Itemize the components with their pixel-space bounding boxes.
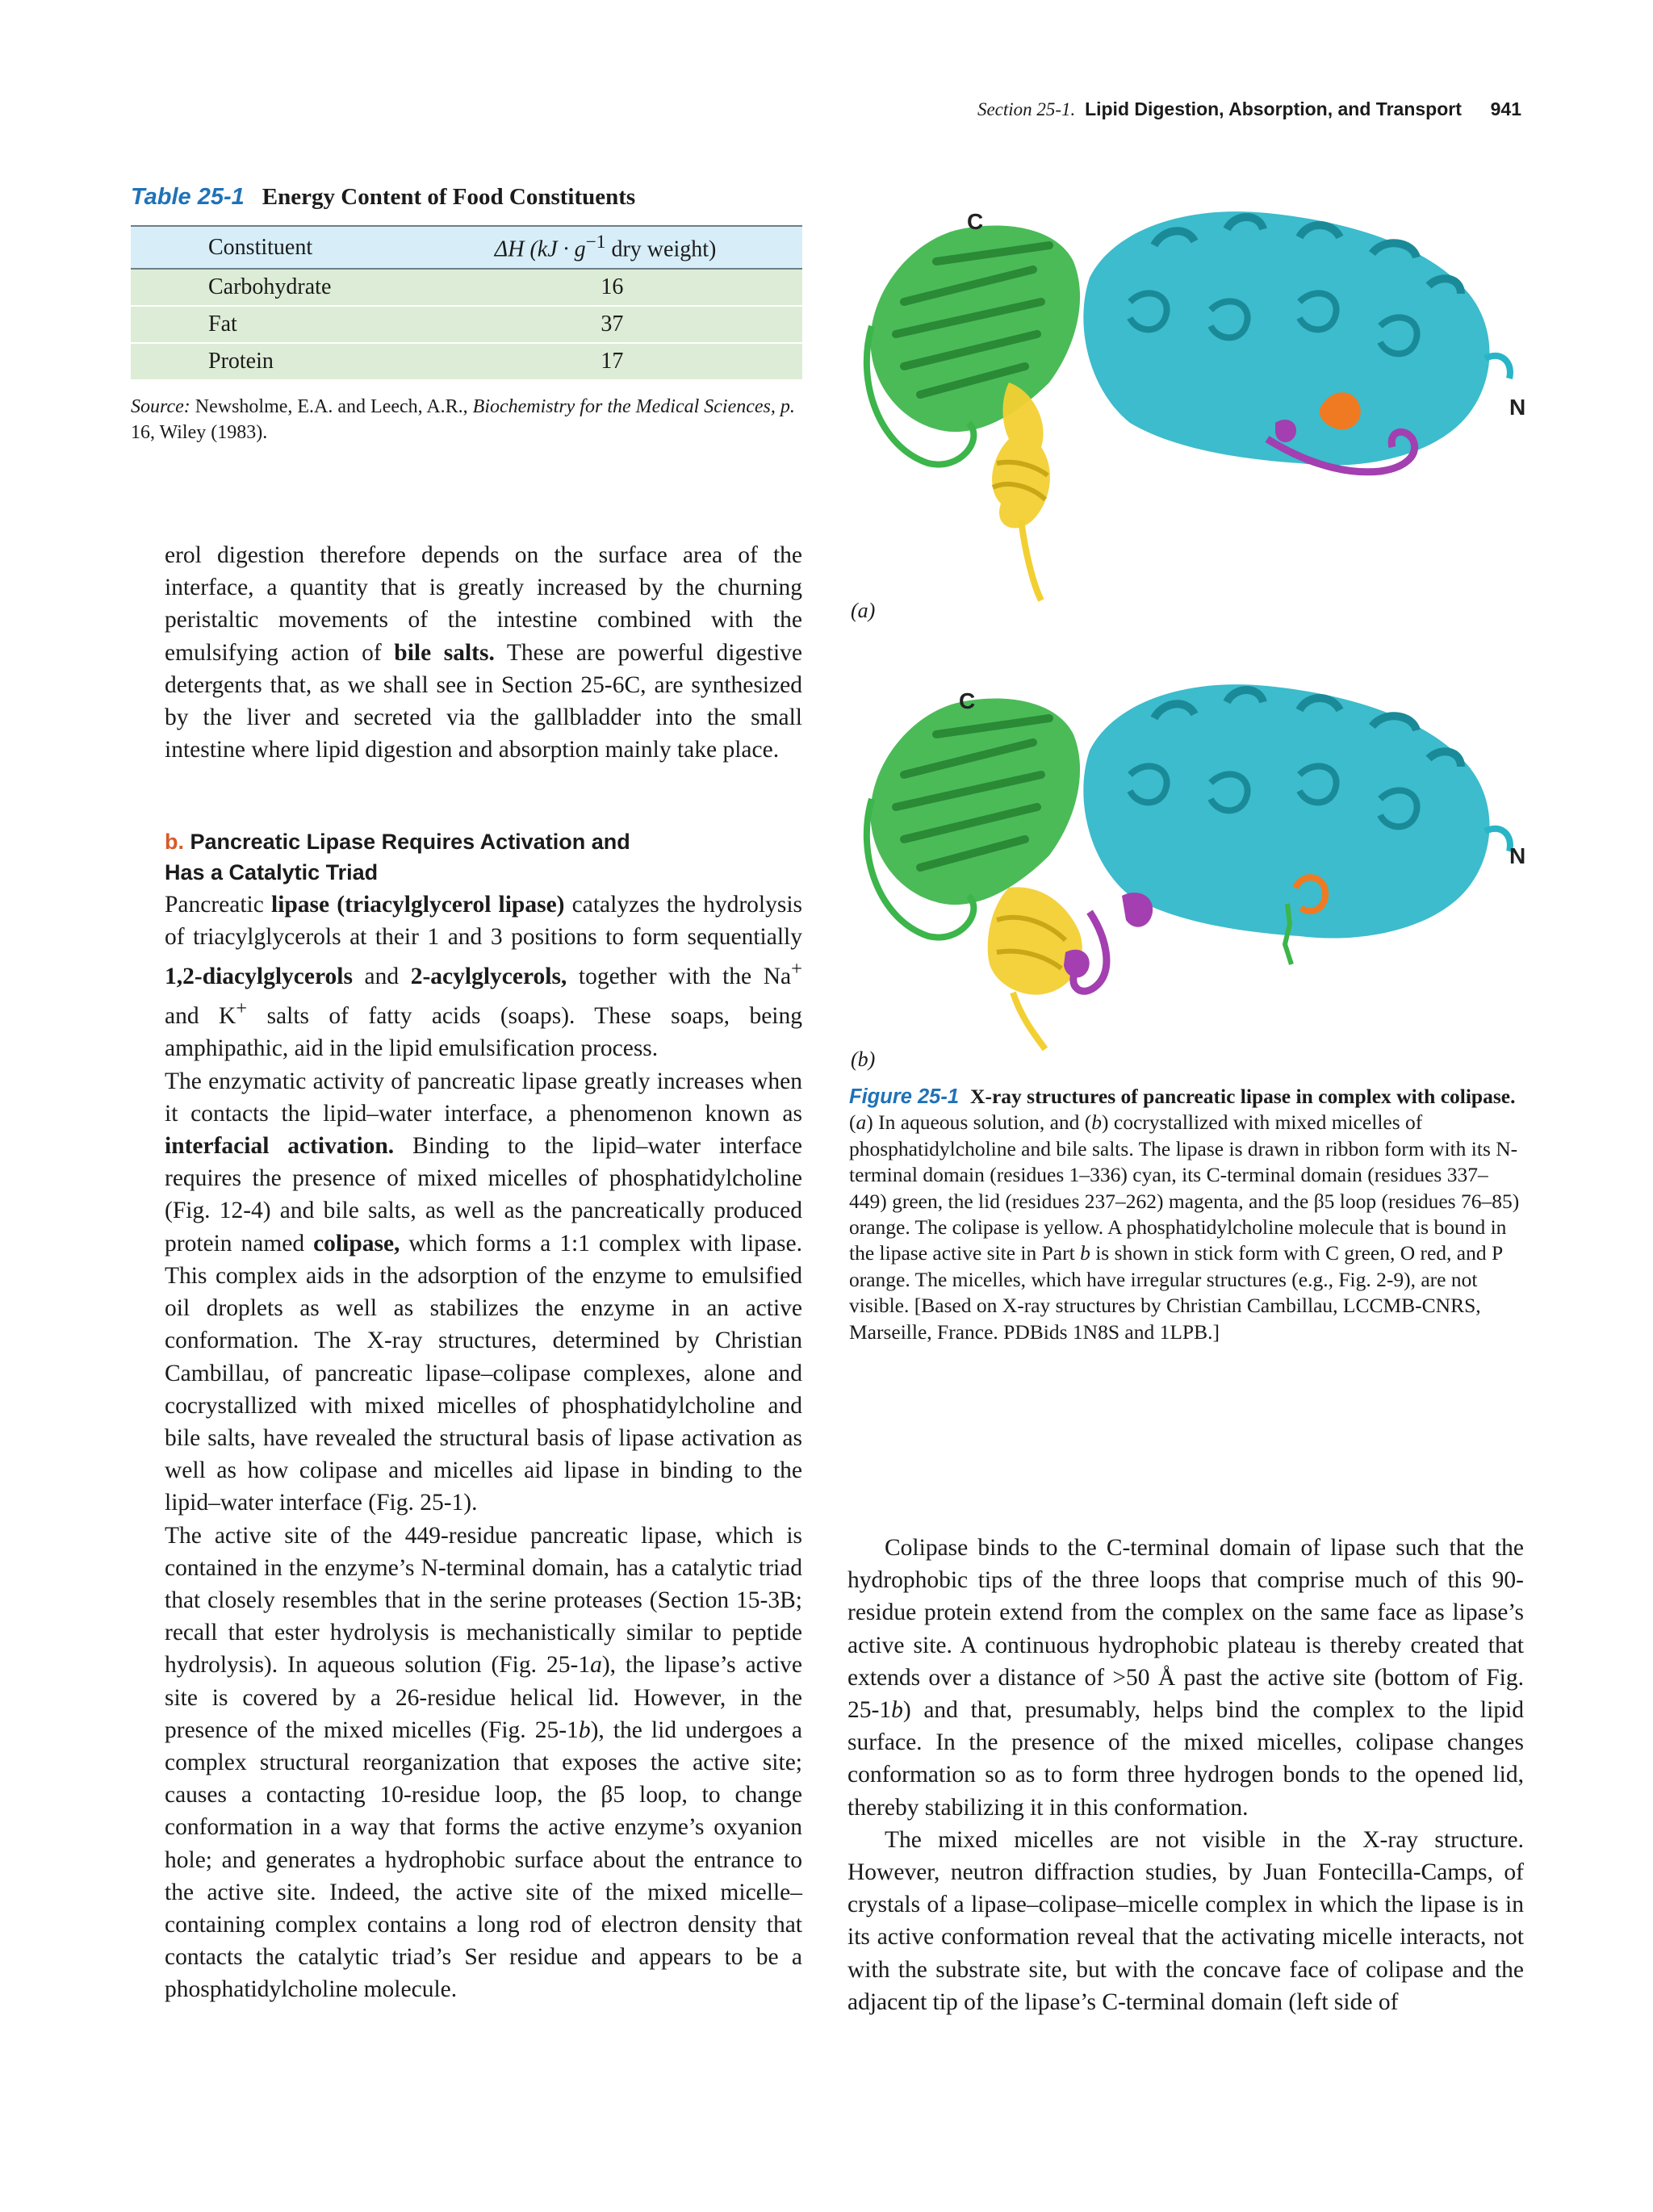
p1-text-c: catalyzes the hydrolysis of triacylglycerols at their 1 and 3 positions to form sequentially — [165, 892, 803, 951]
section-letter: b. — [165, 830, 184, 854]
table-source-note — [131, 394, 802, 445]
energy-table — [131, 225, 802, 381]
intro-bold-bile-salts: bile salts. — [394, 639, 495, 666]
header-constituent: Constituent — [131, 226, 430, 269]
row-value: 37 — [430, 306, 802, 343]
row-value: 16 — [430, 269, 802, 306]
paragraph-mixed-micelles: The mixed micelles are not visible in the X-ray structure. However, neutron diffraction studies, by Juan Fontecilla-Camps, of crystals of a lipase–colipase–micelle complex in which the lipase is in its active conformation reveal that the activating micelle interacts, not with the substrate site, but with the concave face of colipase and the adjacent tip of the lipase’s C-terminal domain (left side of — [847, 1826, 1524, 2015]
caption-text-2: ) In aqueous solution, and ( — [866, 1110, 1092, 1135]
delta-h-sup: −1 — [585, 232, 606, 253]
left-body-text — [165, 889, 802, 2006]
section-title-line-2: Has a Catalytic Triad — [165, 860, 379, 884]
table-row — [131, 343, 802, 380]
protein-structure-b-illustration — [847, 646, 1534, 1065]
p1-text-e: together with the Na — [567, 964, 792, 990]
caption-ital-b: b — [1091, 1110, 1103, 1135]
source-tail: 16, Wiley (1983). — [131, 422, 268, 443]
table-row — [131, 306, 802, 343]
table-row — [131, 269, 802, 306]
table-title: Energy Content of Food Constituents — [262, 184, 636, 210]
c-terminus-label-a: C — [967, 209, 984, 234]
row-name: Protein — [131, 343, 430, 380]
caption-text-1: ( — [849, 1110, 856, 1135]
c-terminus-label-b: C — [959, 688, 976, 713]
figure-panel-a — [847, 181, 1534, 633]
r-p1-ital-b: b — [891, 1697, 903, 1724]
p1-bold-diacyl: 1,2-diacylglycerols — [165, 964, 353, 990]
right-body-text — [847, 1532, 1524, 2018]
figure-panel-b — [847, 646, 1534, 1065]
row-value: 17 — [430, 343, 802, 380]
energy-table-block — [131, 184, 802, 445]
p1-sup-k: + — [236, 997, 248, 1020]
caption-ital-b2: b — [1080, 1241, 1090, 1265]
section-heading-b — [165, 826, 802, 888]
source-book: Biochemistry for the Medical Sciences, p. — [472, 396, 795, 417]
n-terminus-label-b: N — [1509, 843, 1526, 868]
p3-ital-b: b — [578, 1716, 591, 1743]
p3-ital-a: a — [590, 1652, 602, 1679]
delta-h-pre: ΔH (kJ · g — [494, 236, 586, 262]
p3-text-c: ), the lid undergoes a complex structural reorganization that exposes the active site; causes a contacting 10-residue loop, the β5 loop, to change conformation in a way that forms the active enzyme’s oxyanion hole; and generates a hydrophobic surface about the entrance to the active site. Indeed, the active site of the mixed micelle–containing complex contains a long rod of electron density that contacts the catalytic triad’s Ser residue and appears to be a phosphatidylcholine molecule. — [165, 1716, 802, 2003]
intro-paragraph — [165, 539, 802, 766]
header-delta-h — [430, 226, 802, 269]
paragraph-colipase-binds — [847, 1532, 1524, 1824]
table-label: Table 25-1 — [131, 184, 245, 210]
source-text: Newsholme, E.A. and Leech, A.R., — [190, 396, 473, 417]
p2-text-d: which forms a 1:1 complex with lipase. This complex aids in the adsorption of the enzyme to emulsified oil droplets as well as stabilizes the enzyme in an active conformation. The X-ray structures, determined by Christian Cambillau, of pancreatic lipase–colipase complexes, alone and cocrystallized with mixed micelles of phosphatidylcholine and bile salts, have revealed the structural basis of lipase activation as well as how colipase and micelles aid lipase in binding to the lipid–water interface (Fig. 25-1). — [165, 1230, 802, 1516]
paragraph-interfacial — [165, 1065, 802, 1520]
figure-caption — [849, 1084, 1524, 1345]
p3-text-a: The active site of the 449-residue pancreatic lipase, which is contained in the enzyme’s N-terminal domain, has a catalytic triad that closely resembles that in the serine proteases (Section 15-3B; recall that ester hydrolysis is mechanistically similar to peptide hydrolysis). In aqueous solution (Fig. 25-1 — [165, 1522, 802, 1679]
n-terminus-label-a: N — [1509, 395, 1526, 420]
paragraph-lipase — [165, 889, 802, 1065]
p2-text-a: The enzymatic activity of pancreatic lipase greatly increases when it contacts the lipid–water interface, a phenomenon known as — [165, 1068, 802, 1127]
panel-b-label: (b) — [851, 1047, 876, 1071]
row-name: Fat — [131, 306, 430, 343]
figure-title: X-ray structures of pancreatic lipase in complex with colipase. — [970, 1085, 1516, 1108]
p1-bold-acyl: 2-acylglycerols, — [410, 964, 567, 990]
p1-text-a: Pancreatic — [165, 892, 271, 918]
header-section: Section 25-1. — [977, 99, 1076, 119]
left-intro-paragraph — [165, 539, 802, 766]
protein-structure-a-illustration — [847, 181, 1534, 633]
header-title: Lipid Digestion, Absorption, and Transport — [1085, 98, 1462, 119]
p2-text-c: Binding to the lipid–water interface requires the presence of mixed micelles of phosphatidylcholine (Fig. 12-4) and bile salts, as well as the pancreatically produced protein named — [165, 1133, 802, 1257]
caption-text-3: ) cocrystallized with mixed micelles of phosphatidylcholine and bile salts. The lipase is drawn in ribbon form with its N-terminal domain (residues 1–336) cyan, its C-terminal domain (residues 337–449) green, the lid (residues 237–262) magenta, and the β5 loop (residues 76–85) orange. The colipase is yellow. A phosphatidylcholine molecule that is bound in the lipase active site in Part — [849, 1110, 1520, 1265]
p2-bold-colipase: colipase, — [313, 1230, 400, 1257]
section-title-line-1: Pancreatic Lipase Requires Activation and — [190, 830, 630, 854]
p1-sup-na: + — [791, 958, 802, 981]
paragraph-active-site — [165, 1520, 802, 2006]
figure-label: Figure 25-1 — [849, 1085, 960, 1108]
panel-a-label: (a) — [851, 599, 876, 622]
r-p1-text-b: ) and that, presumably, helps bind the complex to the lipid surface. In the presence of the mixed micelles, colipase changes conformation so as to form three hydrogen bonds to the opened lid, thereby stabilizing it in this conformation. — [847, 1697, 1524, 1821]
intro-text-1: erol digestion therefore depends on the surface area of the interface, a quantity that is greatly increased by the churning peristaltic movements of the intestine combined with the emulsifying action of — [165, 542, 802, 666]
p2-bold-interfacial: interfacial activation. — [165, 1133, 395, 1160]
page-number: 941 — [1490, 98, 1521, 119]
table-caption — [131, 184, 802, 211]
p1-text-d: and — [352, 964, 411, 990]
r-p1-text-a: Colipase binds to the C-terminal domain of lipase such that the hydrophobic tips of the three loops that comprise much of this 90-residue protein extend from the complex on the same face as lipase’s active site. A continuous hydrophobic plateau is thereby created that extends over a distance of >50 Å past the active site (bottom of Fig. 25-1 — [847, 1535, 1524, 1724]
intro-text-2: These are powerful digestive detergents that, as we shall see in Section 25-6C, are synthesized by the liver and secreted via the gallbladder into the small intestine where lipid digestion and absorption mainly take place. — [165, 639, 802, 763]
p1-text-g: salts of fatty acids (soaps). These soaps, being amphipathic, aid in the lipid emulsification process. — [165, 1003, 802, 1062]
p1-text-f: and K — [165, 1003, 236, 1030]
table-header-row — [131, 226, 802, 269]
delta-h-post: dry weight) — [605, 236, 717, 262]
caption-ital-a: a — [856, 1110, 867, 1135]
row-name: Carbohydrate — [131, 269, 430, 306]
running-header — [839, 98, 1521, 120]
caption-text-4: is shown in stick form with C green, O red, and P orange. The micelles, which have irregular structures (e.g., Fig. 2-9), are not visible. [Based on X-ray structures by Christian Cambillau, LCCMB-CNRS, Marseille, France. PDBids 1N8S and 1LPB.] — [849, 1241, 1503, 1344]
p3-text-b: ), the lipase’s active site is covered by a 26-residue helical lid. However, in the presence of the mixed micelles (Fig. 25-1 — [165, 1652, 803, 1743]
source-label: Source: — [131, 396, 190, 417]
p1-bold-lipase: lipase (triacylglycerol lipase) — [271, 892, 565, 918]
